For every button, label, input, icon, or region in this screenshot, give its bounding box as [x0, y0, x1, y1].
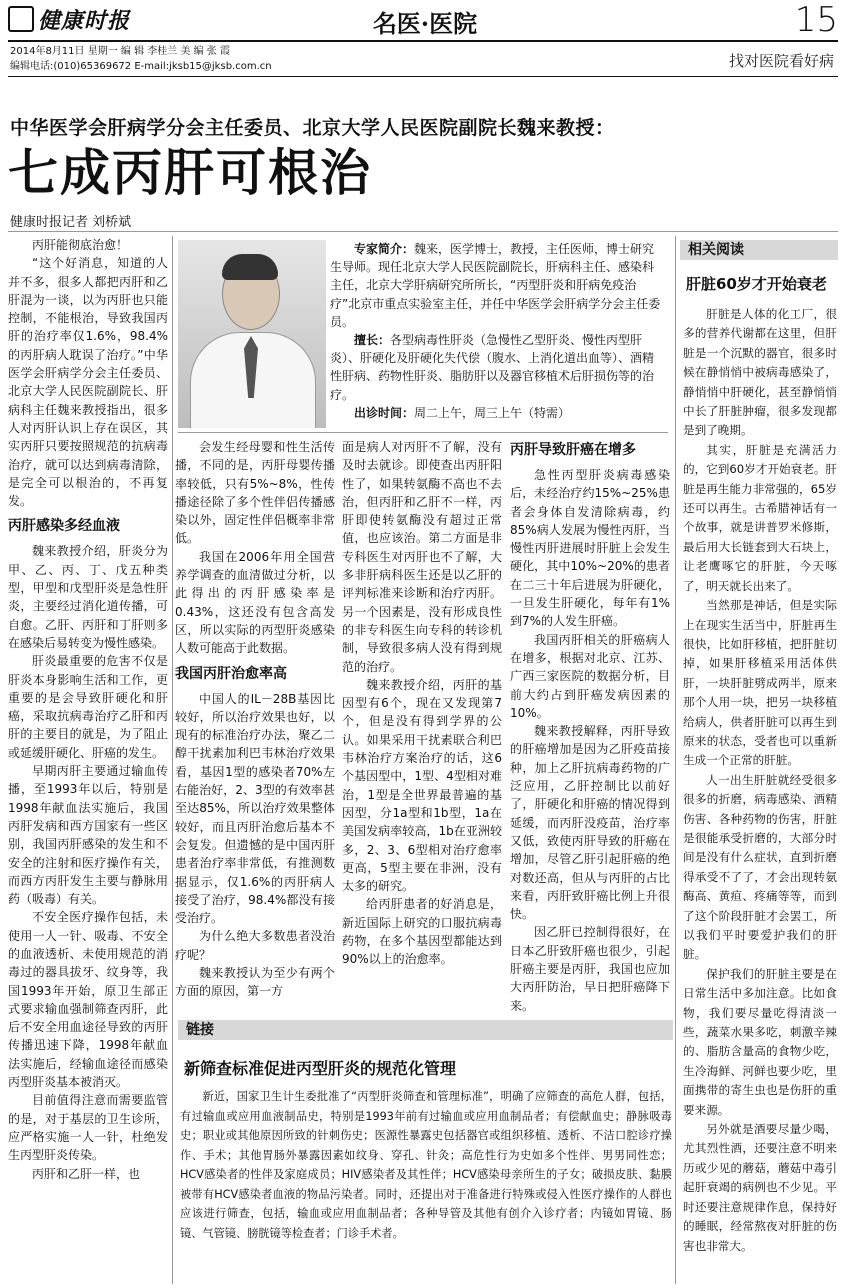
- column-divider: [172, 236, 173, 1284]
- body-paragraph: 因乙肝已控制得很好，在日本乙肝致肝癌也很少，引起肝癌主要是丙肝，我国也应加大丙肝防治，早日把肝癌降下来。: [510, 925, 670, 1013]
- sidebar-paragraph: 当然那是神话，但是实际上在现实生活当中，肝脏再生很快，比如肝移植，把肝脏切掉，如果肝移植采用活体供肝，一块肝脏劈成两半，原来那个人用一块，把另一块移植给病人，供者肝脏可以再生到原来的状态，受者也可以重新生成一个正常的肝脏。: [683, 598, 837, 768]
- body-paragraph: 不安全医疗操作包括，未使用一人一针、吸毒、不安全的血液透析、未使用规范的消毒过的器具拔牙、纹身等，我国1993年开始，原卫生部正式要求输血强制筛查丙肝，此后不安全用血途径导致的丙肝传播迅速下降，1998年献血法实施后，经输血途径而感染丙型肝炎基本被消灭。: [8, 910, 168, 1090]
- body-paragraph: 面是病人对丙肝不了解，没有及时去就诊。即使查出丙肝阳性了，如果转氨酶不高也不去治，但丙肝和乙肝不一样，丙肝即使转氨酶没有超过正常值，也应该治。第二方面是非专科医生对丙肝也不了解，大多非肝病科医生还是以乙肝的评判标准来诊断和治疗丙肝。另一个因素是，没有形成良性的非专科医生向专科的转诊机制，导致很多病人没有得到规范的治疗。: [342, 440, 502, 674]
- lead-paragraph: 丙肝能彻底治愈！: [32, 238, 129, 252]
- bio-clinic: 周二上午，周三上午（特需）: [414, 405, 571, 420]
- article-column-1: [8, 236, 168, 1284]
- sidebar-paragraph: 另外就是酒要尽量少喝，尤其烈性酒，还要注意不明来历或少见的蘑菇，蘑菇中毒引起肝衰竭的病例也不少见。平时还要注意规律作息，保持好的睡眠，经常熬夜对肝脏的伤害也非常大。: [683, 1122, 837, 1253]
- body-paragraph: 魏来教授介绍，丙肝的基因型有6个，现在又发现第7个，但是没有得到学界的公认。如果采用干扰素联合利巴韦林治疗方案治疗的话，这6个基因型中，1型、4型相对难治，1型是全世界最普遍的基因型，分1a型和1b型，1a在美国发病率较高，1b在亚洲较多，2、3、6型相对治疗愈率更高，5型主要在非洲，没有太多的研究。: [342, 677, 502, 894]
- article-column-3: [342, 438, 502, 1013]
- page-number: 15: [794, 0, 838, 40]
- body-paragraph: 为什么绝大多数患者没治疗呢？: [175, 929, 335, 962]
- sidebar-title: 肝脏60岁才开始衰老: [686, 275, 827, 293]
- link-box-body: [180, 1087, 672, 1281]
- sidebar-paragraph: 保护我们的肝脏主要是在日常生活中多加注意。比如食物，我们要尽量吃得清淡一些，蔬菜水果多吃，刺激辛辣的、脂肪含量高的食物少吃，生冷海鲜、河鲜也要少吃，里面携带的寄生虫也是伤肝的重要来源。: [683, 966, 837, 1117]
- sidebar-paragraph: 其实，肝脏是充满活力的，它到60岁才开始衰老。肝脏是再生能力非常强的，65岁还可以再生。古希腊神话有一个故事，就是讲普罗米修斯，最后用大长链套到大石块上，让老鹰啄它的肝脏，今天啄了，明天就长出来了。: [683, 442, 837, 593]
- sidebar-paragraph: 人一出生肝脏就经受很多很多的折磨，病毒感染、酒精伤害、各种药物的伤害，肝脏是很能承受折磨的，大部分时间是没有什么症状，直到折磨得承受不了了，才会出现转氨酶高、黄疸、疼痛等等，而到了这个阶段肝脏才会罢工，所以我们平时要爱护我们的肝脏。: [683, 772, 837, 962]
- body-paragraph: 我国在2006年用全国营养学调查的血清做过分析，以此得出的丙肝感染率是0.43%，这还没有包含高发区，所以实际的丙型肝炎感染人数可能高于此数据。: [175, 549, 335, 656]
- masthead-rule: [8, 40, 838, 42]
- bio-specialty-label: 擅长：: [354, 333, 391, 348]
- bio-divider: [178, 432, 668, 433]
- body-paragraph: 早期丙肝主要通过输血传播，至1993年以后，特别是1998年献血法实施后，我国丙肝发病和西方国家有一些区别，我国丙肝感染的发生和不安全的注射和医疗操作有关，而西方丙肝发生主要与静脉用药（吸毒）有关。: [8, 764, 168, 907]
- expert-bio: [330, 240, 662, 422]
- bio-intro-label: 专家简介：: [354, 242, 415, 256]
- article-headline: 七成丙肝可根治: [8, 143, 372, 202]
- headline-divider: [8, 231, 838, 232]
- article-kicker: 中华医学会肝病学分会主任委员、北京大学人民医院副院长魏来教授：: [10, 117, 615, 139]
- link-box-title: 新筛查标准促进丙型肝炎的规范化管理: [184, 1059, 457, 1078]
- sidebar-body: [683, 305, 837, 1280]
- body-paragraph: 会发生经母婴和性生活传播，不同的是，丙肝母婴传播率较低，只有5%~8%，性传播途径除了多个性伴侣传播感染以外，固定性伴侣概率非常低。: [175, 440, 335, 546]
- article-byline: 健康时报记者 刘桥斌: [10, 215, 132, 230]
- subheading: 丙肝导致肝癌在增多: [510, 442, 636, 458]
- masthead-rule-2: [8, 76, 838, 77]
- bio-intro: 魏来，医学博士，教授，主任医师，博士研究生导师。现任北京大学人民医院副院长，肝病科主任、感染科主任，北京大学肝病研究所所长，“丙型肝炎和肝病免疫治疗”北京市重点实验室主任，并任中华医学会肝病学分会主任委员。: [330, 242, 661, 329]
- body-paragraph: 中国人的IL－28B基因比较好，所以治疗效果也好，以现有的标准治疗办法，聚乙二醇干扰素加利巴韦林治疗效果看，基因1型的感染者70%左右能治好，2、3型的有效率甚至达85%，所以治疗效果整体较好，而且丙肝治愈后基本不会复发。但遗憾的是中国丙肝患者治疗率非常低，有推测数据显示，仅1.6%的丙肝病人接受了治疗，98.4%都没有接受治疗。: [175, 691, 335, 926]
- body-paragraph: 肝炎最重要的危害不仅是肝炎本身影响生活和工作，更重要的是会导致肝硬化和肝癌，采取抗病毒治疗乙肝和丙肝的主要目的就是，为了阻止或延缓肝硬化、肝癌的发生。: [8, 654, 168, 760]
- paper-logo: [8, 4, 168, 36]
- contact-line: 编辑电话:(010)65369672 E-mail:jksb15@jksb.com.cn: [10, 61, 272, 72]
- bio-specialty: 各型病毒性肝炎（急慢性乙型肝炎、慢性丙型肝炎）、肝硬化及肝硬化失代偿（腹水、上消化道出血等）、酒精性肝病、药物性肝炎、脂肪肝以及器官移植术后肝损伤等的治疗。: [330, 333, 655, 402]
- body-paragraph: 丙肝和乙肝一样，也: [32, 1166, 141, 1181]
- related-reading-label: 相关阅读: [680, 240, 838, 260]
- bio-clinic-label: 出诊时间：: [354, 405, 415, 420]
- sidebar-divider: [675, 236, 676, 1284]
- section-slogan: 找对医院看好病: [728, 52, 834, 70]
- expert-photo: [178, 240, 326, 428]
- article-column-2: [175, 438, 335, 1013]
- date-line: 2014年8月11日 星期一 编 辑 李桂兰 美 编 张 霞: [10, 46, 230, 57]
- body-paragraph: 魏来教授认为至少有两个方面的原因，第一方: [175, 966, 335, 999]
- article-column-4: [510, 438, 670, 1013]
- paper-name: 健康时报: [38, 8, 131, 34]
- body-paragraph: 急性丙型肝炎病毒感染后，未经治疗约15%~25%患者会身体自发清除病毒，约85%病人发展为慢性丙肝，当慢性丙肝进展时肝脏上会发生硬化，其中10%~20%的患者在二三十年后进展为肝硬化，一旦发生肝硬化，每年有1%到7%的人发生肝癌。: [510, 468, 670, 629]
- subheading: 丙肝感染多经血液: [8, 518, 120, 535]
- link-box-paragraph: 新近，国家卫生计生委批准了“丙型肝炎筛查和管理标准”，明确了应筛查的高危人群，包括，有过输血或应用血液制品史，特别是1993年前有过输血或应用血制品者；有偿献血史；静脉吸毒史；职业或其他原因所致的针刺伤史；医源性暴露史包括器官或组织移植、透析、不洁口腔诊疗操作、手术；其他胃肠外暴露因素如纹身、穿孔、针灸；高危性行为史如多个性伴、男男同性恋；HCV感染者的性伴及家庭成员；HIV感染者及其性伴；HCV感染母亲所生的子女；破损皮肤、黏膜被带有HCV感染者血液的物品污染者。同时，还提出对于准备进行特殊或侵入性医疗操作的人群也应该进行筛查，包括，输血或应用血制品者；各种导管及其他有创介入诊疗者；内镜如胃镜、肠镜、气管镜、膀胱镜等检查者；门诊手术者。: [180, 1090, 672, 1240]
- sidebar-paragraph: 肝脏是人体的化工厂，很多的营养代谢都在这里，但肝脏是一个沉默的器官，很多时候在静悄悄中被病毒感染了，静悄悄中肝硬化，甚至静悄悄中长了肝脏肿瘤，很多发现都是到了晚期。: [683, 307, 837, 438]
- body-paragraph: 给丙肝患者的好消息是，新近国际上研究的口服抗病毒药物，在多个基因型都能达到90%以上的治愈率。: [342, 897, 502, 967]
- body-paragraph: 我国丙肝相关的肝癌病人在增多，根据对北京、江苏、广西三家医院的数据分析，目前大约占到肝癌发病因素的10%。: [510, 632, 670, 720]
- body-paragraph: 魏来教授解释，丙肝导致的肝癌增加是因为乙肝疫苗接种，加上乙肝抗病毒药物的广泛应用，乙肝控制比以前好了，肝硬化和肝癌的情况得到延缓，而丙肝没疫苗，治疗率又低，致使丙肝导致的肝癌在增加，尽管乙肝引起肝癌的绝对数还高，但从与丙肝的占比来看，丙肝致肝癌比例上升很快。: [510, 724, 670, 922]
- link-box-label: 链接: [178, 1020, 673, 1040]
- body-paragraph: “这个好消息，知道的人并不多，很多人都把丙肝和乙肝混为一谈，以为丙肝也只能控制，不能根治，导致我国丙肝的治疗率仅1.6%，98.4%的丙肝病人耽误了治疗。”中华医学会肝病学分会主任委员、北京大学人民医院副院长、肝病科主任魏来教授指出，很多人对丙肝认识上存在误区，其实丙肝只要按照规范的抗病毒治疗，就可以达到病毒清除，是完全可以根治的，不再复发。: [8, 256, 168, 509]
- body-paragraph: 魏来教授介绍，肝炎分为甲、乙、丙、丁、戊五种类型，甲型和戊型肝炎是急性肝炎，主要经过消化道传播，可自愈。乙肝、丙肝和丁肝则多在感染后易转变为慢性感染。: [8, 544, 168, 650]
- logo-mark-icon: [8, 6, 34, 32]
- body-paragraph: 目前值得注意而需要监管的是，对于基层的卫生诊所，应严格实施一人一针，杜绝发生丙型肝炎传染。: [8, 1093, 168, 1163]
- subheading: 我国丙肝治愈率高: [175, 665, 287, 682]
- section-title: 名医·医院: [372, 9, 478, 38]
